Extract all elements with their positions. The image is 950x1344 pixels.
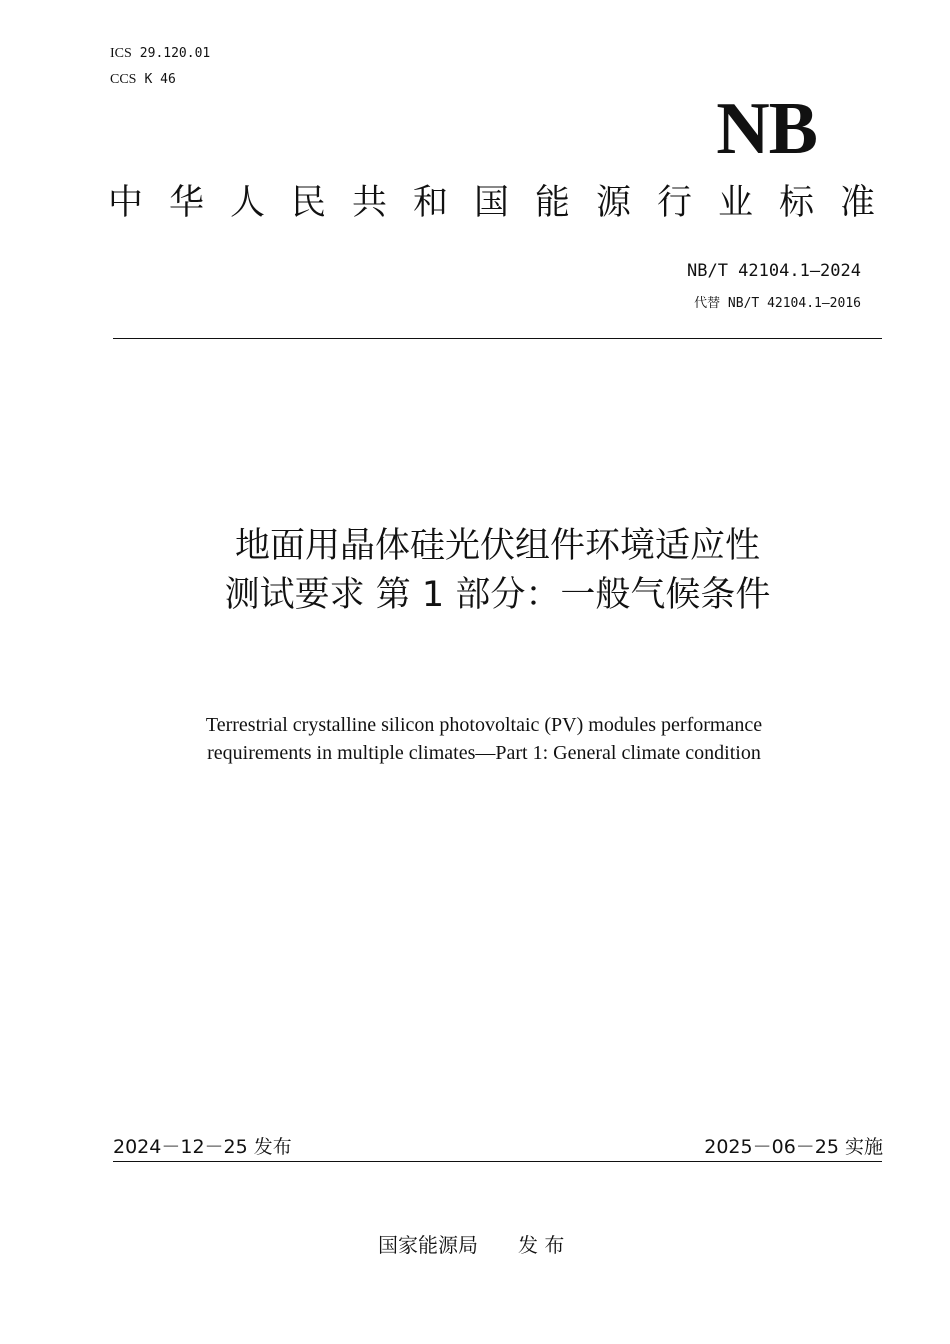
ccs-code [110,72,176,88]
english-title-line-2: requirements in multiple climates—Part 1: General climate condition [207,742,761,764]
chinese-title-line-2: 测试要求 第 1 部分：一般气候条件 [224,575,771,615]
nb-logo: NB [716,88,817,170]
chinese-title-line-1: 地面用晶体硅光伏组件环境适应性 [234,526,760,566]
header-divider [113,338,882,339]
standard-number: NB/T 42104.1—2024 [687,261,861,281]
ics-label: ICS [110,46,132,61]
ics-code [110,46,210,62]
issuing-authority: 国家能源局 发 布 [378,1233,565,1257]
chinese-title [0,522,950,620]
ccs-label: CCS [110,72,137,87]
ics-value: 29.120.01 [139,46,211,61]
footer-divider [113,1161,882,1162]
ccs-value: K 46 [144,72,176,87]
effective-date: 2025－06－25 实施 [704,1136,883,1158]
industry-standard-title: 中华人民共和国能源行业标准 [108,183,902,223]
publish-date: 2024－12－25 发布 [113,1136,292,1158]
english-title-line-1: Terrestrial crystalline silicon photovoltaic (PV) modules performance [205,714,763,736]
english-title [0,711,950,767]
replaced-standard: 代替 NB/T 42104.1—2016 [694,296,861,311]
